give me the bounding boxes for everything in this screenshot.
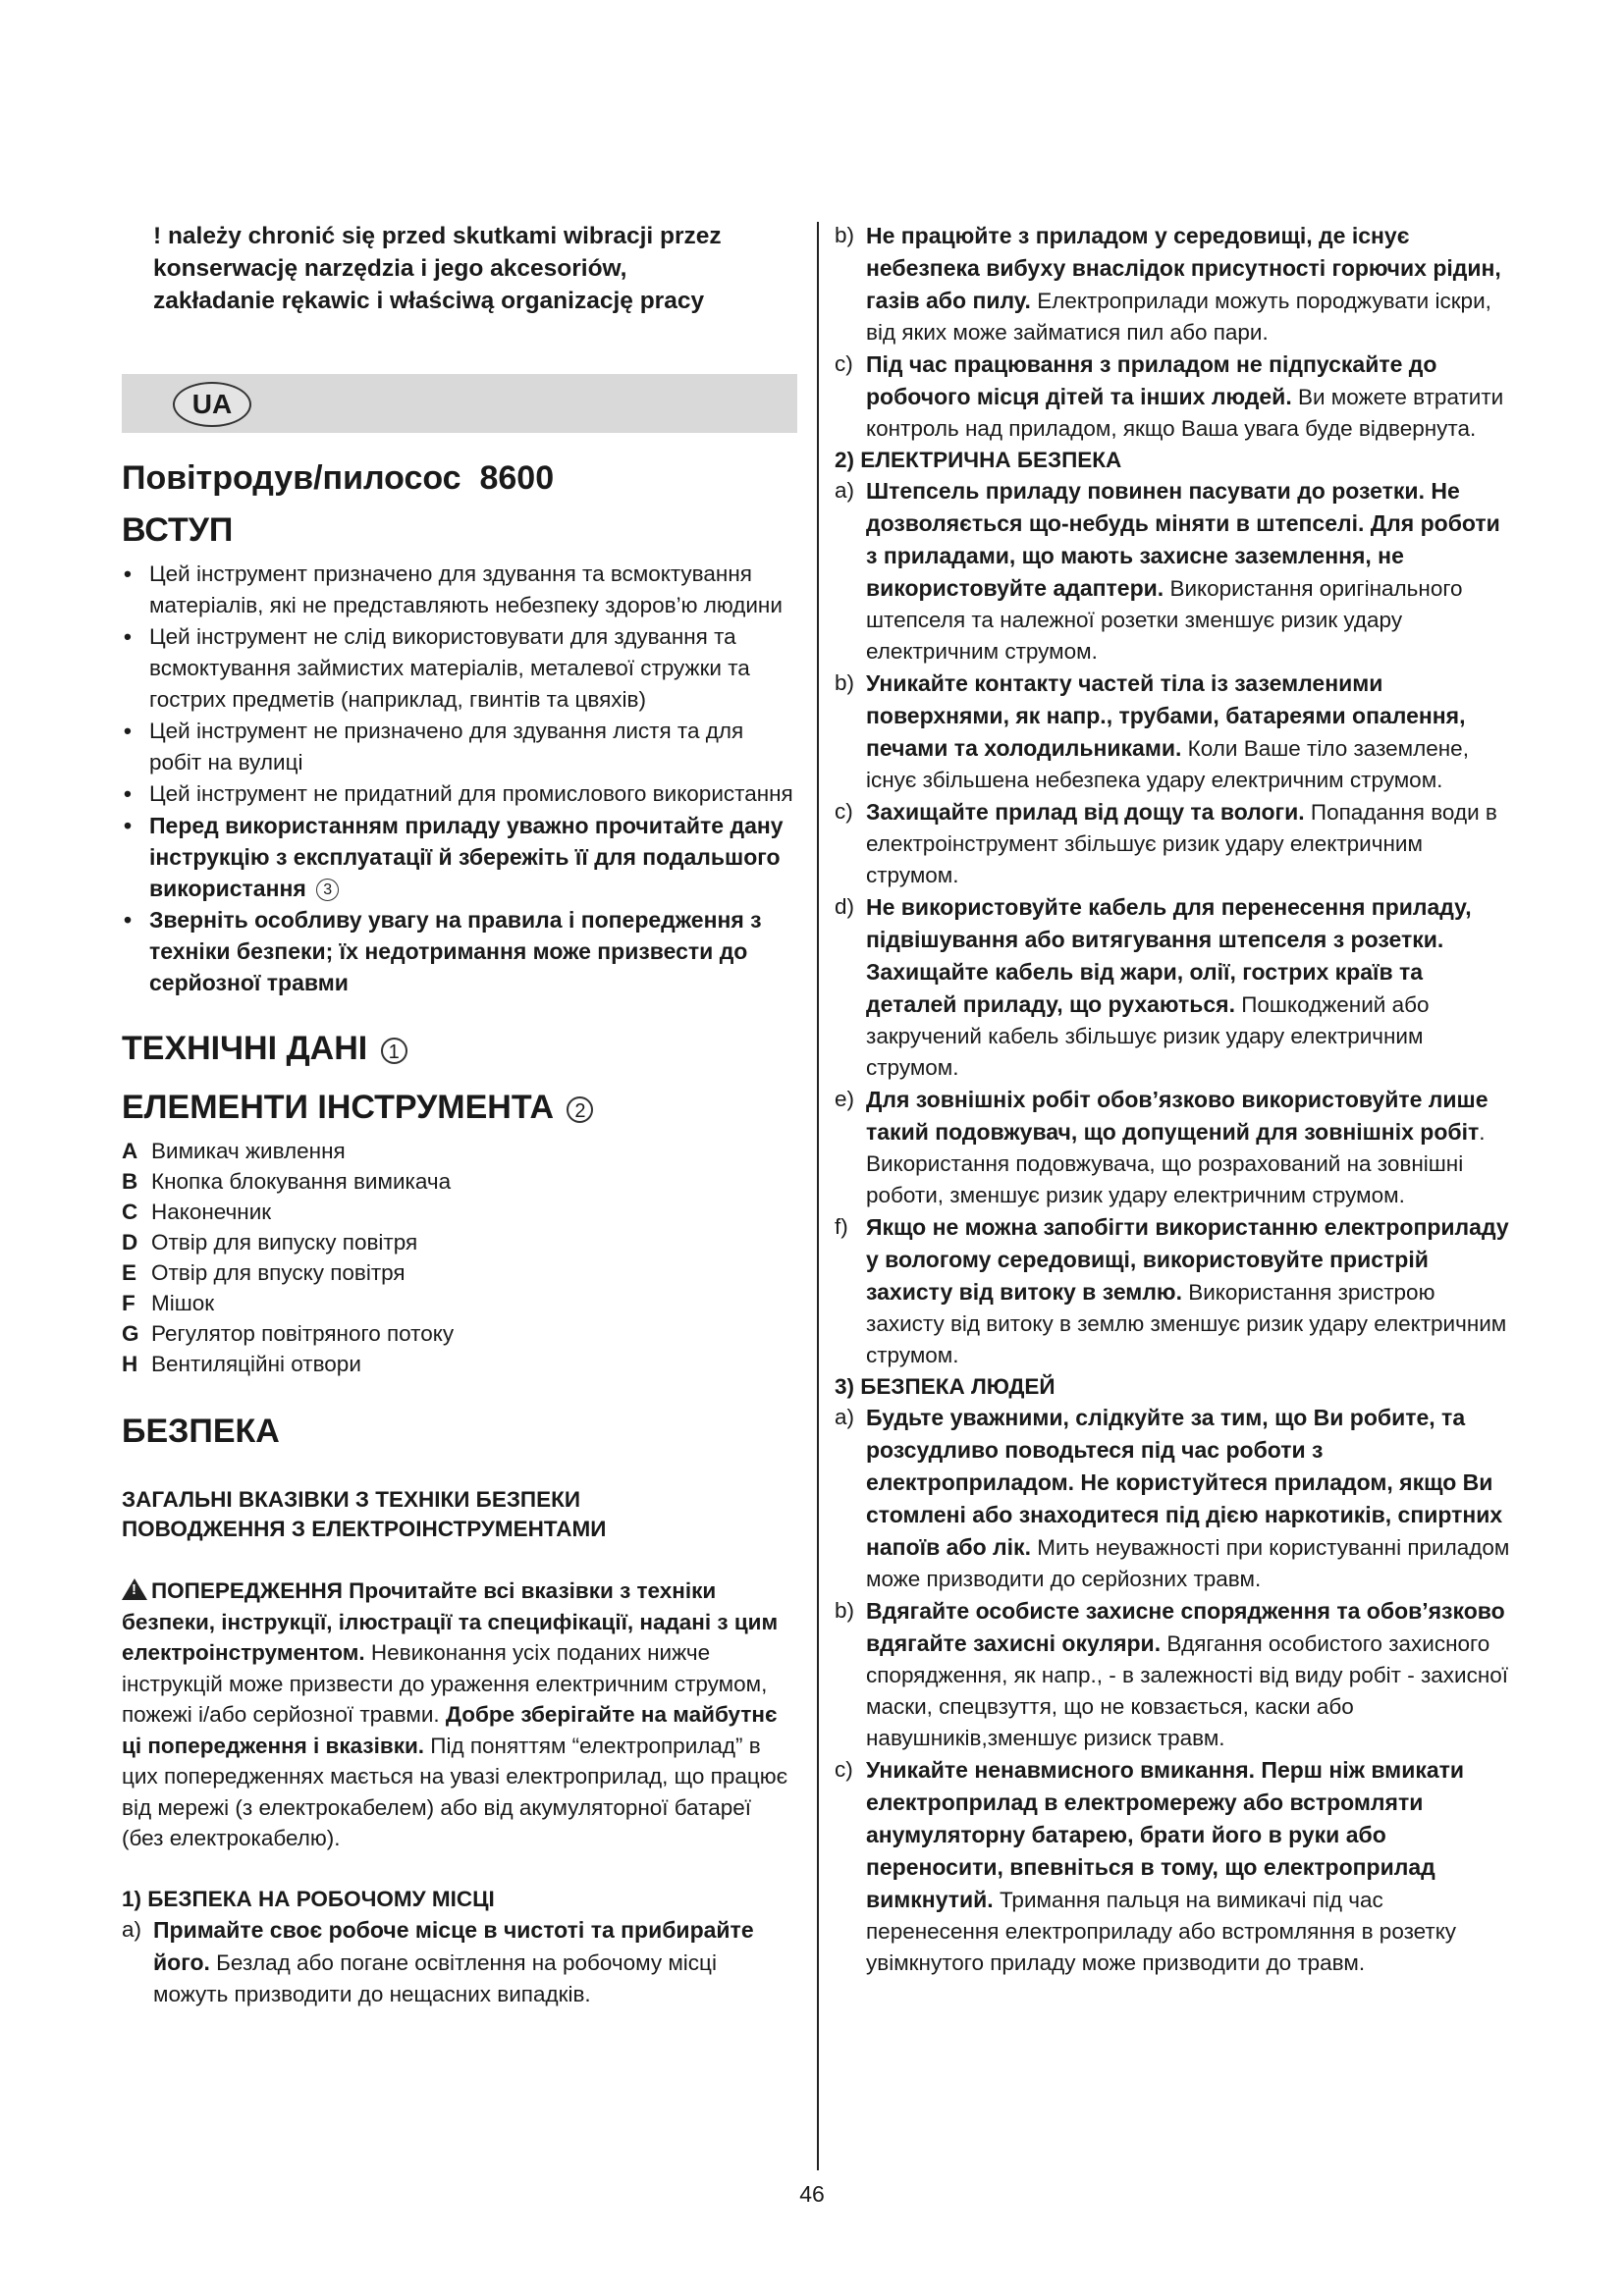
workplace-rules [835,220,1515,445]
rule-item [835,1595,1515,1754]
list-item: • Цей інструмент не слід використовувати для здування та всмоктування займистих матеріалів, металевої стружки та гострих предметів (наприклад, гвинтів та цвяхів) [122,621,797,716]
rule-letter: f) [835,1214,848,1239]
rule-bold: Для зовнішніх робіт обов’язково використовуйте лише такий подовжувач, що допущений для зовнішніх робіт [866,1087,1489,1145]
rule-letter: a) [835,478,855,503]
rule-bold: Уникайте контакту частей тіла із заземленими поверхнями, як напр., трубами, батареями опалення, печами та холодильниками. [866,670,1466,761]
rule-item [835,348,1515,445]
rule-text: Безлад або погане освітлення на робочому місці можуть призводити до нещасних випадків. [153,1949,717,2006]
rule-text: Електроприлади можуть породжувати іскри, від яких може займатися пил або пари. [866,289,1491,345]
left-column [122,220,797,2010]
rule-item [835,1754,1515,1979]
part-label: Регулятор повітряного потоку [151,1321,455,1346]
warning-text: Невиконання усіх поданих нижче інструкцій може призвести до ураження електричним струмом, пожежі і/або серйозної травми. [122,1640,768,1727]
rule-bold: Захищайте прилад від дощу та вологи. [866,799,1305,825]
rule-bold: Не використовуйте кабель для перенесення приладу, підвішування або витягування штепселя з розетки. Захищайте кабель від жари, олії, гострих країв та деталей приладу, що рухаються. [866,894,1472,1017]
rule-bold: Уникайте ненавмисного вмикання. Перш ніж вмикати електроприлад в електромережу або встромляти анумуляторну батарею, брати його в руки або переносити, впевніться в тому, що електроприлад вимкнутий. [866,1757,1465,1912]
rule-item [835,796,1515,891]
rule-letter: a) [122,1916,142,1942]
rule-letter: c) [835,351,853,376]
list-item: • Зверніть особливу увагу на правила і попередження з техніки безпеки; їх недотримання може призвести до серйозної травми [122,904,797,998]
tech-data-heading [122,1026,797,1071]
part-key: E [122,1260,137,1285]
electric-safety-heading: 2) ЕЛЕКТРИЧНА БЕЗПЕКА [835,448,1122,472]
list-item [122,810,797,904]
part-item [122,1288,797,1318]
rule-bold: Якщо не можна запобігти використанню електроприладу у вологому середовищі, використовуйте пристрій захисту від витоку в землю. [866,1214,1509,1305]
rule-bold: Під час працювання з приладом не підпускайте до робочого місця дітей та інших людей. [866,351,1437,409]
rule-item [835,1402,1515,1595]
part-item [122,1136,797,1166]
rule-item [835,891,1515,1084]
part-key: A [122,1139,138,1163]
rule-item [835,1084,1515,1211]
warning-line: konserwację narzędzia i jego akcesoriów, [153,255,627,282]
part-label: Вентиляційні отвори [151,1352,361,1376]
rule-bold: Не працюйте з приладом у середовищі, де існує небезпека вибуху внаслідок присутності горючих рідин, газів або пилу. [866,223,1501,313]
rule-bold: Вдягайте особисте захисне спорядження та обов’язково вдягайте захисні окуляри. [866,1598,1505,1656]
rule-text: Використання оригінального штепселя та належної розетки зменшує ризик удару електричним струмом. [866,576,1463,664]
rule-letter: b) [835,223,855,247]
warning-bold: ПОПЕРЕДЖЕННЯ Прочитайте всі вказівки з техніки безпеки, інструкції, ілюстрації та специфікації, надані з цим електроінструментом. [122,1578,779,1665]
figure-ref: 3 [316,879,339,901]
elements-heading [122,1085,797,1130]
general-safety-heading-line: ПОВОДЖЕННЯ З ЕЛЕКТРОІНСТРУМЕНТАМИ [122,1517,607,1541]
polish-vibration-note [122,220,797,317]
rule-letter: c) [835,1757,853,1782]
rule-text: Ви можете втратити контроль над приладом, якщо Ваша увага буде відвернута. [866,385,1504,441]
part-key: F [122,1291,135,1315]
language-badge: UA [173,382,251,427]
part-label: Мішок [151,1291,215,1315]
parts-list [122,1136,797,1379]
part-key: D [122,1230,138,1255]
rule-letter: e) [835,1087,855,1111]
part-key: B [122,1169,138,1194]
people-rules [835,1402,1515,1979]
general-safety-heading [122,1485,797,1544]
rule-bold: Штепсель приладу повинен пасувати до розетки. Не дозволяється що-небудь міняти в штепселі. Для роботи з приладами, що мають захисне заземлення, не використовуйте адаптери. [866,478,1500,601]
tech-data-heading-text: ТЕХНІЧНІ ДАНІ [122,1030,368,1067]
warning-bold: Добре зберігайте на майбутнє ці попередження і вказівки. [122,1702,778,1758]
rule-letter: b) [835,1598,855,1623]
intro-list [122,559,797,998]
rule-text: . Використання подовжувача, що розрахований на зовнішні роботи, зменшує ризик удару електричним струмом. [866,1120,1486,1207]
rule-item [835,1211,1515,1371]
electric-rules [835,475,1515,1371]
list-item: • Цей інструмент призначено для здування та всмоктування матеріалів, які не представляють небезпеку здоров’ю людини [122,559,797,621]
rule-text: Мить неуважності при користуванні приладом може призводити до серйозних травм. [866,1535,1510,1591]
rule-letter: c) [835,799,853,824]
warning-line: ! należy chronić się przed skutkami wibracji przez [153,223,722,249]
rule-text: Пошкоджений або закручений кабель збільшує ризик удару електричним струмом. [866,992,1430,1080]
part-item [122,1257,797,1288]
warning-text: Під поняттям “електроприлад” в цих попередженнях мається на увазі електроприлад, що працює від мережі (з електрокабелем) або від акумуляторної батареї (без електрокабелю). [122,1733,788,1850]
rule-item [835,667,1515,796]
part-key: H [122,1352,138,1376]
workplace-heading: 1) БЕЗПЕКА НА РОБОЧОМУ МІСЦІ [122,1886,495,1911]
warning-line: zakładanie rękawic i właściwą organizację pracy [153,288,705,314]
list-item-text: Перед використанням приладу уважно прочитайте дану інструкцію з експлуатації й збережіть її для подальшого використання [149,813,784,901]
part-label: Вимикач живлення [151,1139,346,1163]
page-number: 46 [799,2181,825,2207]
rule-bold: Примайте своє робоче місце в чистоті та прибирайте його. [153,1916,754,1975]
figure-ref: 1 [381,1038,407,1064]
rule-letter: d) [835,894,855,919]
part-label: Наконечник [151,1200,272,1224]
rule-item [835,220,1515,348]
rule-text: Тримання пальця на вимикачі під час перенесення електроприладу або встромляння в розетку увімкнутого приладу може призводити до травм. [866,1888,1457,1975]
rule-bold: Будьте уважними, слідкуйте за тим, що Ви робите, та розсудливо поводьтеся під час роботи з електроприладом. Не користуйтеся приладом, якщо Ви стомлені або знаходитеся під дією наркотиків, спиртних напоїв або лік. [866,1405,1503,1560]
safety-heading: БЕЗПЕКА [122,1413,280,1450]
language-bar [122,374,797,433]
figure-ref: 2 [567,1096,593,1123]
part-label: Отвір для впуску повітря [151,1260,406,1285]
elements-heading-text: ЕЛЕМЕНТИ ІНСТРУМЕНТА [122,1089,555,1126]
rule-text: Вдягання особистого захисного спорядження, як напр., - в залежності від виду робіт - захисної маски, спецвзуття, що не ковзається, каски або навушників,зменшує ризиск травм. [866,1631,1509,1750]
product-title: Повітродув/пилосос 8600 [122,459,555,497]
part-item [122,1318,797,1349]
column-divider [817,222,819,2170]
rule-letter: b) [835,670,855,695]
part-key: C [122,1200,138,1224]
rule-text: Попадання води в електроінструмент збільшує ризик удару електричним струмом. [866,800,1497,887]
list-item: • Цей інструмент не призначено для здування листя та для робіт на вулиці [122,716,797,778]
general-safety-heading-line: ЗАГАЛЬНІ ВКАЗІВКИ З ТЕХНІКИ БЕЗПЕКИ [122,1487,581,1512]
rule-letter: a) [835,1405,855,1429]
general-warning [122,1575,797,1854]
part-item [122,1227,797,1257]
part-item [122,1166,797,1197]
rule-text: Коли Ваше тіло заземлене, існує збільшена небезпека удару електричним струмом. [866,736,1469,792]
part-label: Отвір для випуску повітря [151,1230,418,1255]
rule-item [122,1914,797,2010]
list-item: • Цей інструмент не придатний для промислового використання [122,778,797,810]
rule-text: Використання зристрою захисту від витоку в землю зменшує ризик удару електричним струмом. [866,1280,1507,1367]
part-item [122,1349,797,1379]
people-safety-heading: 3) БЕЗПЕКА ЛЮДЕЙ [835,1374,1056,1399]
part-item [122,1197,797,1227]
part-label: Кнопка блокування вимикача [151,1169,452,1194]
warning-triangle-icon [122,1578,147,1600]
right-column [835,220,1515,1979]
rule-item [835,475,1515,667]
intro-heading: ВСТУП [122,511,234,549]
part-key: G [122,1321,139,1346]
